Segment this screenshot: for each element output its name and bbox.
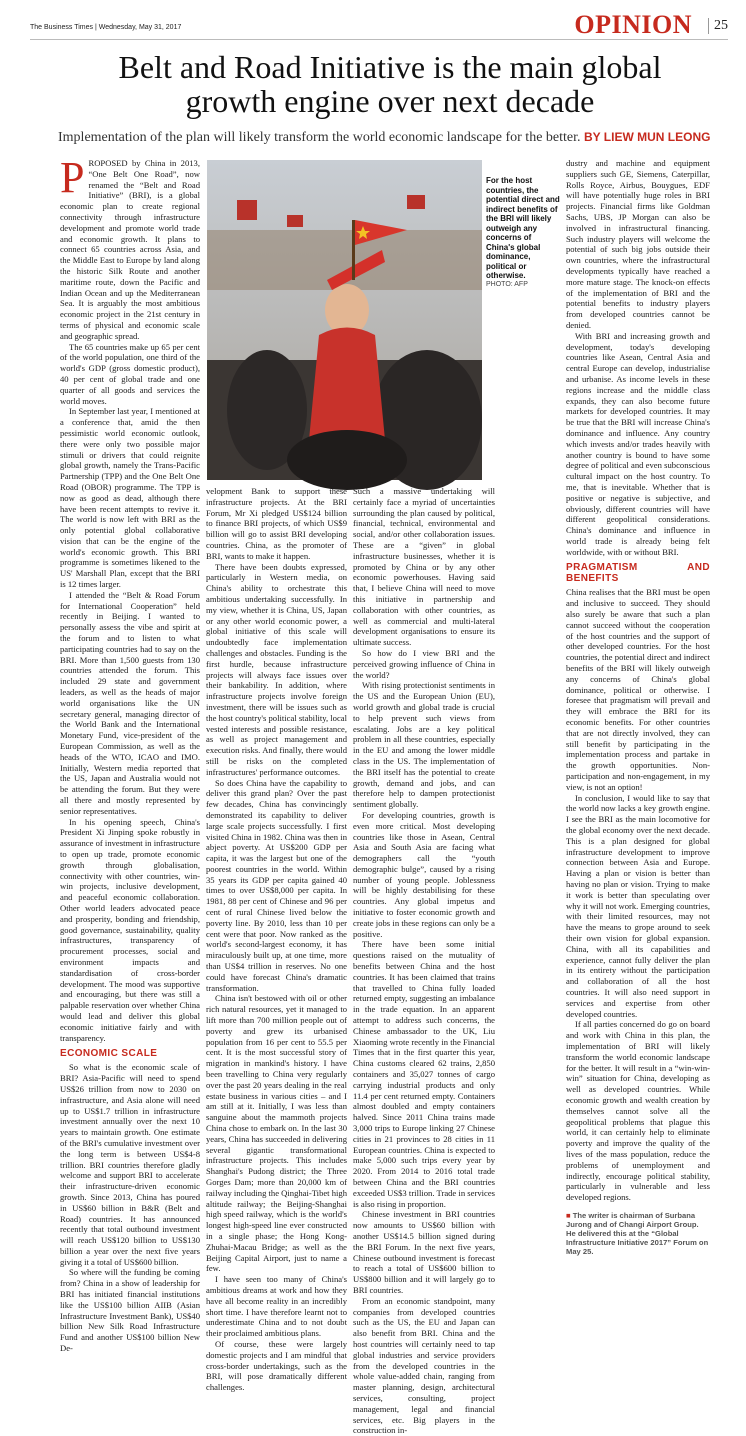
article-paragraph: dustry and machine and equipment suppliers such GE, Siemens, Caterpillar, Rolls Royce, Airbus, Bouygues, EDF will have potentially huge roles in BRI projects. Financial firms like Goldman Sachs, UBS, JP Morgan can also be involved in infrastructural financing. Such industry players will welcome the potential of such big jobs outside their own countries, where the infrastructural developments typically have reached a more mature stage. The knock-on effects of the implementation of BRI and the potential benefits to industry players from developed countries cannot be denied. (566, 158, 710, 330)
page-number: 25 (708, 18, 728, 34)
article-paragraph: For developing countries, growth is even more critical. Most developing countries like those in Asean, Central Asia and South Asia are facing what demographers call the “youth demographic bulge”, caused by a rising number of young people. Joblessness will be highly destabilising for these countries. Any global impetus and initiative to foster economic growth and create jobs in these regions can only be a positive. (353, 809, 495, 939)
article-paragraph: Of course, these were largely domestic projects and I am mindful that cross-border undertakings, such as the BRI, will pose dramatically different challenges. (206, 1338, 347, 1393)
author-bio (566, 1211, 710, 1256)
drop-cap: P (60, 153, 85, 202)
article-paragraph: If all parties concerned do go on board and work with China in this plan, the implementation of BRI will likely transform the world economic landscape for the better. It will result in a “win-win-win” situation for China, developing as well as developed countries. While economic growth and wealth creation by themselves cannot solve all the geopolitical problems that plague this world, it can certainly help to eliminate poverty and improve the quality of the lives of the mass population, reduce the problems of unemployment and indirectly, encourage political stability, particularly in vulnerable and less developed regions. (566, 1019, 710, 1203)
standfirst-text: Implementation of the plan will likely transform the world economic landscape for the better. (58, 130, 581, 145)
bio-marker-icon: ■ (566, 1210, 571, 1220)
masthead (30, 12, 728, 40)
publication-date: The Business Times | Wednesday, May 31, 2017 (30, 24, 182, 31)
article-paragraph (60, 153, 200, 342)
article-paragraph: Such a massive undertaking will certainly face a myriad of uncertainties surrounding the plan caused by political, financial, technical, environmental and social, and/or other collaboration issues. These are a “given” in global infrastructure businesses, whether it is promoted by China or by any other economic powerhouses. Having said that, I believe China will need to move this initiative in partnership and collaboration with other countries, as well as commercial and multi-lateral development organisations to ensure its ultimate success. (353, 486, 495, 648)
article-column-4 (566, 158, 710, 1256)
article-paragraph: In September last year, I mentioned at a conference that, amid the then pessimistic world economic outlook, there were only two possible major stimuli or drivers that could reignite global growth, namely the Trans-Pacific Partnership (TPP) and the One Belt One Road (OBOR) programme. The TPP is now as good as dead, although there have been recent attempts to revive it. The world is now left with BRI as the only potential global collaborative vision that can be the engine of the world's economic growth. This BRI programme is sometimes likened to the US' Marshall Plan, except that the BRI is 12 times larger. (60, 406, 200, 590)
article-paragraph: So does China have the capability to deliver this grand plan? Over the past few decades, China has convincingly demonstrated its capability to deliver large scale projects successfully. I first visited China in 1982. China was then in abject poverty. At US$200 GDP per capita, it was the largest but one of the poorest countries in the world. Within 35 years its GDP per capita gained 40 times to over US$8,000 per capita. In 1981, 88 per cent of Chinese and 96 per cent of rural Chinese lived below the poverty line. By 2010, less than 10 per cent were that poor. Now ranked as the world's second-largest economy, it has miraculously built up, at one time, more than US$4 trillion in reserves. No one could have forecast China's dramatic transformation. (206, 777, 347, 993)
article-paragraph: China isn't bestowed with oil or other rich natural resources, yet it managed to lift more than 700 million people out of poverty and grew its urbanised population from 16 per cent to 55.5 per cent. It is the most successful story of migration in mankind's history. I have been travelling to China very regularly over the past 20 years dealing in the real estate business in various cities – and I am still at it. Initially, I was less than sanguine about the mammoth projects China chose to embark on. In the last 30 years, China has succeeded in delivering several gigantic transformational infrastructure projects. This includes Shanghai's Pudong district; the Three Gorges Dam; more than 20,000 km of railway including the Qinghai-Tibet high altitude railway; the Beijing-Shanghai high speed railway, which is the world's longest high-speed line ever constructed in a single phase; the Hong Kong-Zhuhai-Macau Bridge; as well as the Beijing Capital Airport, just to name a few. (206, 993, 347, 1274)
article-column-1 (60, 153, 200, 1354)
article-paragraph: There have been some initial questions raised on the mutuality of benefits between China and the host countries. It has been claimed that trains that travelled to China fully loaded returned empty, suggesting an imbalance in the trade equation. In an apparent attempt to address such concerns, the Chinese ambassador to the UK, Liu Xiaoming wrote recently in the Financial Times that in the first quarter this year, China customs cleared 62 trains, 2,850 containers and 35,027 tonnes of cargo carrying industrial products and only 11.4 per cent returned empty. Containers almost doubled and empty containers halved. Since 2011 China trains made 3,000 trips to Europe linking 27 Chinese cities in 21 provinces to 28 cities in 11 European countries. China is expected to make 5,000 such trips every year by 2020. From 2014 to 2016 total trade between China and the BRI countries exceeded US$3 trillion. Trade in services is also rising in proportion. (353, 939, 495, 1209)
article-paragraph: With BRI and increasing growth and development, today's developing countries like Asean, Central Asia and central Europe can develop, industrialise and urbanise. As income levels in these regions increase and the middle class expands, they can also become future markets for developed countries. It may be true that the BRI will increase China's dominance and influence. Any country which invests and/or trades heavily with another country is bound to have some degree of political and even subconscious cultural impact on the host country. To me, that is inevitable. Whether that is positive or negative is subjective, and obviously, different countries will have different geopolitical considerations. China's dominance and influence in world trade is already being felt worldwide, with or without BRI. (566, 330, 710, 557)
article-paragraph: So how do I view BRI and the perceived growing influence of China in the world? (353, 647, 495, 680)
article-photo (207, 160, 482, 480)
byline: BY LIEW MUN LEONG (584, 130, 711, 144)
article-paragraph: So where will the funding be coming from? China in a show of leadership for BRI has initiated financial institutions like the US$100 billion AIIB (Asian Infrastructure Investment Bank), US$40 billion New Silk Road Infrastructure Fund and another US$100 billion New De- (60, 1267, 200, 1354)
article-paragraph: velopment Bank to support these infrastructure projects. At the BRI Forum, Mr Xi pledged US$124 billion to finance BRI projects, of which US$9 billion will go to assist BRI developing countries. China, as the promoter of BRI, wants to make it happen. (206, 486, 347, 561)
article-paragraph: From an economic standpoint, many companies from developed countries such as the US, the EU and Japan can also benefit from BRI. China and the host countries will certainly need to tap global industries and service providers from the developed countries in the whole value-added chain, ranging from master planning, design, architectural services, consulting, project management, legal and financial services, etc. Big players in the construction in- (353, 1295, 495, 1436)
article-paragraph: China realises that the BRI must be open and inclusive to succeed. They should also surely be aware that such a plan cannot succeed without the cooperation of the host countries and the support of other developed countries. For the host countries, the potential direct and indirect benefits of the BRI will likely outweigh any concerns of China's global dominance, political or otherwise. I foresee that pragmatism will prevail and they will embrace the BRI for its economic benefits. For other countries that are not directly involved, they can still benefit by participating in the implementation process and partake in the growth opportunities. Non-participation and non-engagement, in my view, is not an option! (566, 587, 710, 792)
photo-credit: PHOTO: AFP (486, 280, 528, 288)
caption-text: For the host countries, the potential direct and indirect benefits of the BRI will likely outweigh any concerns of China's global dominance, political or otherwise. (486, 176, 560, 280)
photo-image (207, 160, 482, 480)
bio-text: The writer is chairman of Surbana Jurong and of Changi Airport Group. He delivered this at the “Global Infrastructure Initiative 2017” Forum on May 25. (566, 1210, 709, 1256)
headline: Belt and Road Initiative is the main global growth engine over next decade (118, 49, 662, 119)
article-paragraph: In his opening speech, China's President Xi Jinping spoke robustly in assurance of investment in infrastructure to open up trade, promote economic growth through globalisation, connectivity with other countries, win-win projects, inclusive development, and peaceful economic collaboration. Other world leaders advocated peace and prosperity, bonding and friendship, good governance, sustainability, quality infrastructures, transparency of procurement processes, social and environment impacts and standardisation of cross-border development. The mood was supportive and encouraging, but there was still a palpable reservation over whether China would lead and deliver this global economic initiative fairly and with transparency. (60, 816, 200, 1043)
article-paragraph: With rising protectionist sentiments in the US and the European Union (EU), world growth and global trade is crucial to help prevent such views from escalating. Jobs are a key political problem in all these countries, especially in the EU and among the lower middle class in the US. The implementation of the BRI itself has the potential to create growth, demand and jobs, and can therefore help to dampen protectionist sentiment globally. (353, 680, 495, 810)
subhead-economic-scale: ECONOMIC SCALE (60, 1048, 158, 1060)
subhead-pragmatism-and-benefits: PRAGMATISM AND BENEFITS (566, 562, 710, 585)
article-paragraph: In conclusion, I would like to say that the world now lacks a key growth engine. I see the BRI as the main locomotive for the global economy over the next decade. This is a plan designed for global infrastructure development to improve connection between Asia and Europe. Having a plan or vision is better than having no plan or vision. Trying to make it work is better than speculating over why it will not work. Emerging countries, with their limited resources, may not have the means to grope around to seek their own vision for global expansion. China, with all its capabilities and experience, cannot fully deliver the plan in its entirety without the participation and collaboration of all the host countries. It will also need support in services and expertise from other developed countries. (566, 792, 711, 1019)
article-paragraph: The 65 countries make up 65 per cent of the world population, one third of the world's GDP (gross domestic product), 40 per cent of global trade and one quarter of all goods and services the world moves. (60, 341, 200, 406)
article-paragraph: I attended the “Belt & Road Forum for International Cooperation” held recently in Beijing. I wanted to personally assess the vibe and spirit at the forum and to listen to what participating countries had to say on the BRI. More than 1,500 guests from 130 countries attended the forum. This included 29 state and government leaders, as well as the heads of major world organisations like the UN secretary general, managing director of the World Bank and the International Monetary Fund, vice-president of the European Commission, as well as the heads of the WTO, ICAO and IMO. Initially, Western media reported that the US, Japan and Australia would not be attending the forum. But they were all there and mostly represented by senior representatives. (60, 589, 200, 816)
article-paragraph: Chinese investment in BRI countries now amounts to US$60 billion with another US$14.5 billion signed during the BRI Forum. In the next five years, Chinese outbound investment is forecast to reach a total of US$600 billion to US$800 billion and it will largely go to BRI countries. (353, 1209, 495, 1295)
article-column-3 (353, 486, 495, 1436)
standfirst (58, 130, 738, 146)
article-paragraph: I have seen too many of China's ambitious dreams at work and how they have all become reality in an incredibly short time. I have therefore learnt not to underestimate China and to not doubt their proclaimed ambitious plans. (206, 1274, 347, 1339)
paragraph-text: ROPOSED by China in 2013, “One Belt One Road”, now renamed the “Belt and Road Initiative” (BRI), is a global economic plan to create regional connectivity through infrastructure development and promote world trade and economic growth. It plans to connect 65 countries across Asia, and the Middle East to Europe by land along the historic Silk Route and another maritime route, down the Pacific and Indian Ocean and up the Mediterranean Sea. It is arguably the most ambitious economic project in the 21st century in terms of physical and economic scale and geographic spread. (60, 158, 200, 341)
article-column-2 (206, 486, 347, 1393)
section-title: OPINION (574, 10, 692, 39)
photo-caption (486, 176, 560, 288)
article-paragraph: There have been doubts expressed, particularly in Western media, on China's ability to orchestrate this ambitious undertaking successfully. In my view, whether it is China, US, Japan or any other world economic power, a global initiative of this scale will undoubtedly face implementation challenges and obstacles. Funding is the first hurdle, because infrastructure projects will always face issues over their bankability. In addition, where infrastructure projects involve foreign investment, there will be issues such as the host country's political stability, local vested interests and possible resistance, as well as project management and execution risks. And finally, there would still be risks on the completed infrastructures' performance outcomes. (206, 561, 347, 777)
article-paragraph: So what is the economic scale of BRI? Asia-Pacific will need to spend US$26 trillion from now to 2030 on infrastructure, and Asia alone will need up to US$1.7 trillion in infrastructure investment annually over the next 10 years to maintain growth. One estimate of the BRI's cumulative investment over the long term is between US$4-8 trillion. BRI countries therefore gladly welcome and support BRI to accelerate their infrastructure-driven economic growth. Since 2013, China has poured in US$60 billion in B&R (Belt and Road) countries. It has announced recently that total outbound investment will reach US$120 billion to US$130 billion a year over the next five years giving it a total of US$600 billion. (60, 1062, 200, 1267)
